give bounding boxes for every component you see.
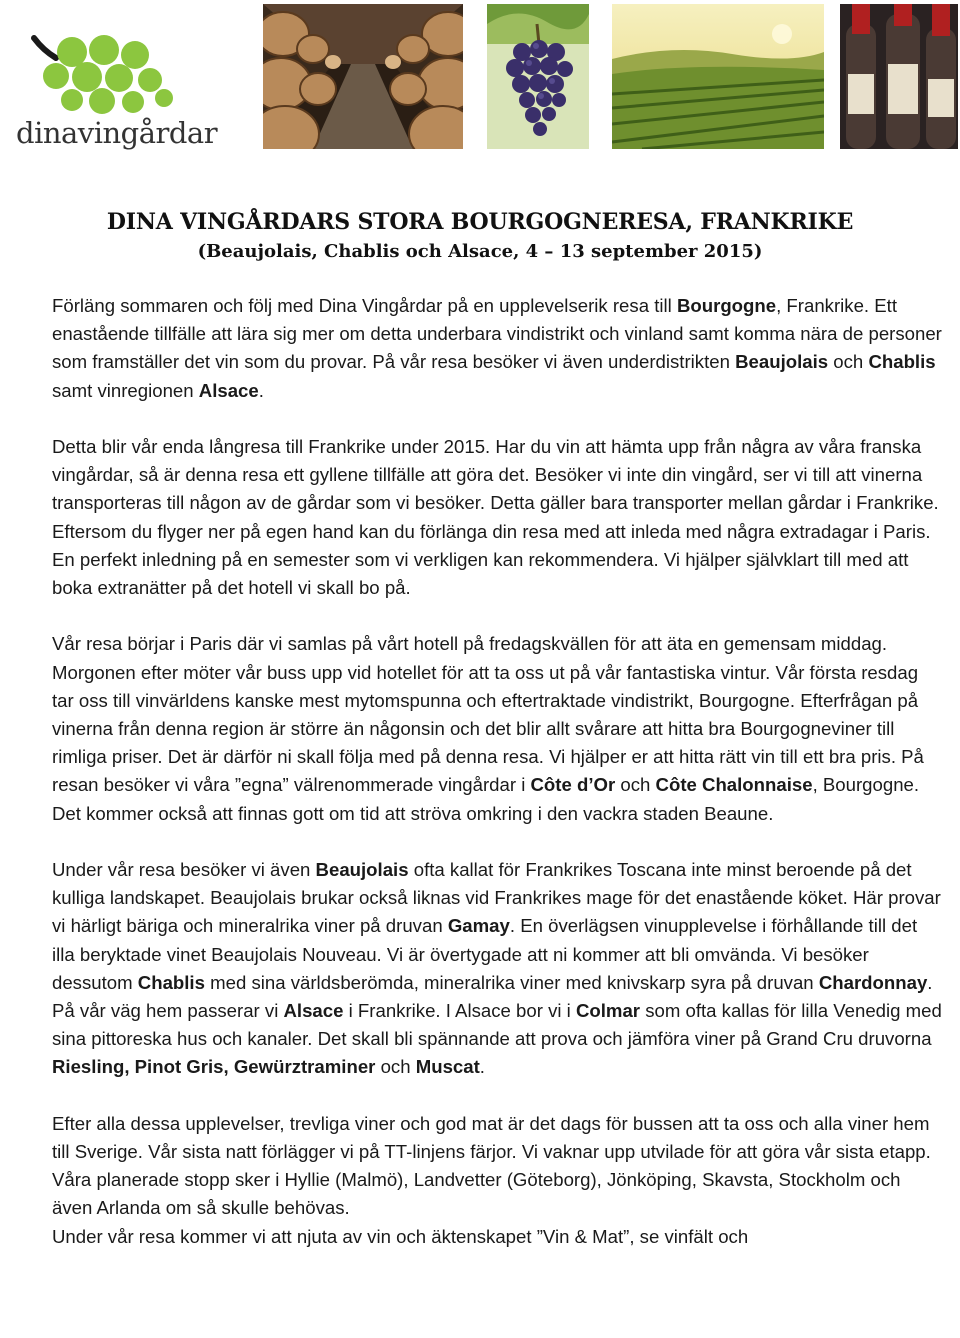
bold-term: Beaujolais <box>735 351 829 373</box>
page-title: DINA VINGÅRDARS STORA BOURGOGNERESA, FRANKRIKE <box>106 209 854 235</box>
bold-term: Alsace <box>283 1000 344 1022</box>
bold-term: Bourgogne <box>676 295 777 316</box>
text-run: i Frankrike. I Alsace bor vi i <box>343 1000 576 1022</box>
bold-term: Colmar <box>575 1000 641 1022</box>
text-run: . På vår väg hem passerar vi <box>52 971 933 1022</box>
bold-term: Chablis <box>868 351 936 373</box>
text-run: Under vår resa besöker vi även <box>52 859 316 881</box>
text-run: ofta kallat för Frankrikes Toscana inte minst beroende på det kulliga landskapet. Beaujolais brukar också liknas vid Frankrikes mage för det enastående köket. Här provar vi härligt bäriga och mineralrika viner på druvan <box>52 859 941 937</box>
intro-paragraph <box>52 292 942 405</box>
grapes-photo <box>487 4 589 149</box>
bold-term: Côte d’Or <box>530 774 616 796</box>
text-run: samt vinregionen <box>52 379 199 401</box>
text-run: och <box>828 351 869 373</box>
text-run: . <box>258 379 264 401</box>
text-run: , Frankrike. Ett enastående tillfälle att lära sig mer om detta underbara vindistrikt och vinland samt komma nära de personer som framställer det vin som du provar. På vår resa besöker vi även underdistrikten <box>52 295 942 373</box>
bold-term: Chablis <box>137 971 205 993</box>
logo-text: dinavingårdar <box>16 116 218 150</box>
bold-term: Riesling, Pinot Gris, Gewürztraminer <box>52 1056 376 1078</box>
text-run: som ofta kallas för lilla Venedig med sina pittoreska hus och kanaler. Det skall bli spännande att prova och jämföra viner på Grand Cru druvorna <box>52 1000 942 1050</box>
bold-term: Muscat <box>415 1056 480 1078</box>
text-run: Förläng sommaren och följ med Dina Vingårdar på en upplevelserik resa till <box>52 295 677 316</box>
grape-cluster-icon <box>6 30 226 120</box>
regions-paragraph <box>52 856 942 1082</box>
bold-term: Côte Chalonnaise <box>655 774 813 796</box>
bold-term: Gamay <box>447 915 510 937</box>
return-paragraph: Efter alla dessa upplevelser, trevliga viner och god mat är det dags för bussen att ta oss och alla viner hem till Sverige. Vår sista natt förlägger vi på TT-linjens färjor. Vi vaknar upp utvilade för att göra vår sista etapp. Våra planerade stopp sker i Hyllie (Malmö), Landvetter (Göteborg), Jönköping, Skavsta, Stockholm och även Arlanda om så skulle behövas. <box>52 1112 931 1219</box>
document-body <box>52 292 942 1251</box>
text-run: och <box>615 774 656 796</box>
dina-vingardar-logo <box>6 30 226 150</box>
text-run: Vår resa börjar i Paris där vi samlas på vårt hotell på fredagskvällen för att äta en gemensam middag. Morgonen efter möter vår buss upp vid hotellet för att ta oss ut på vår fantastiska vintur. Vår första resdag tar oss till vinvärldens kanske mest mytomspunna och eftertraktade vindistrikt, Bourgogne. Efterfrågan på vinerna från denna region är större än någonsin och det blir allt svårare att hitta bra Bourgogneviner till rimliga priser. Det är därför ni skall följa med på denna resa. Vi hjälper er att hitta rätt vin till ett bra pris. På resan besöker vi våra ”egna” välrenommerade vingårdar i <box>52 633 924 796</box>
bold-term: Beaujolais <box>315 859 409 881</box>
closing-paragraph: Under vår resa kommer vi att njuta av vin och äktenskapet ”Vin & Mat”, se vinfält och <box>52 1225 749 1247</box>
bold-term: Alsace <box>198 379 259 401</box>
text-run: med sina världsberömda, mineralrika viner med knivskarp syra på druvan <box>204 971 819 993</box>
document-header <box>0 0 960 160</box>
vineyard-photo <box>612 4 824 149</box>
barrel-cellar-photo <box>263 4 463 149</box>
text-run: och <box>375 1056 416 1078</box>
info-paragraph: Detta blir vår enda långresa till Frankrike under 2015. Har du vin att hämta upp från några av våra franska vingårdar, så är denna resa ett gyllene tillfälle att göra det. Besöker vi inte din vingård, ser vi till att vinerna transporteras till någon av de gårdar som vi besöker. Detta gäller bara transporter mellan gårdar i Frankrike. Eftersom du flyger ner på egen hand kan du förlänga din resa med att inleda med några extradagar i Paris. En perfekt inledning på en semester som vi verkligen kan rekommendera. Vi hjälper självklart till med att boka extranätter på det hotell vi skall bo på. <box>52 436 939 599</box>
text-run: , Bourgogne. Det kommer också att finnas gott om tid att ströva omkring i den vackra staden Beaune. <box>52 774 920 824</box>
text-run: . <box>479 1056 485 1078</box>
wine-bottles-photo <box>840 4 958 149</box>
text-run: . En överlägsen vinupplevelse i förhållande till det illa beryktade vinet Beaujolais Nouveau. Vi är övertygade att ni kommer att bli omvända. Vi besöker dessutom <box>52 915 918 993</box>
itinerary-paragraph <box>52 630 942 827</box>
page-subtitle: (Beaujolais, Chablis och Alsace, 4 – 13 september 2015) <box>197 241 763 262</box>
bold-term: Chardonnay <box>818 971 928 993</box>
